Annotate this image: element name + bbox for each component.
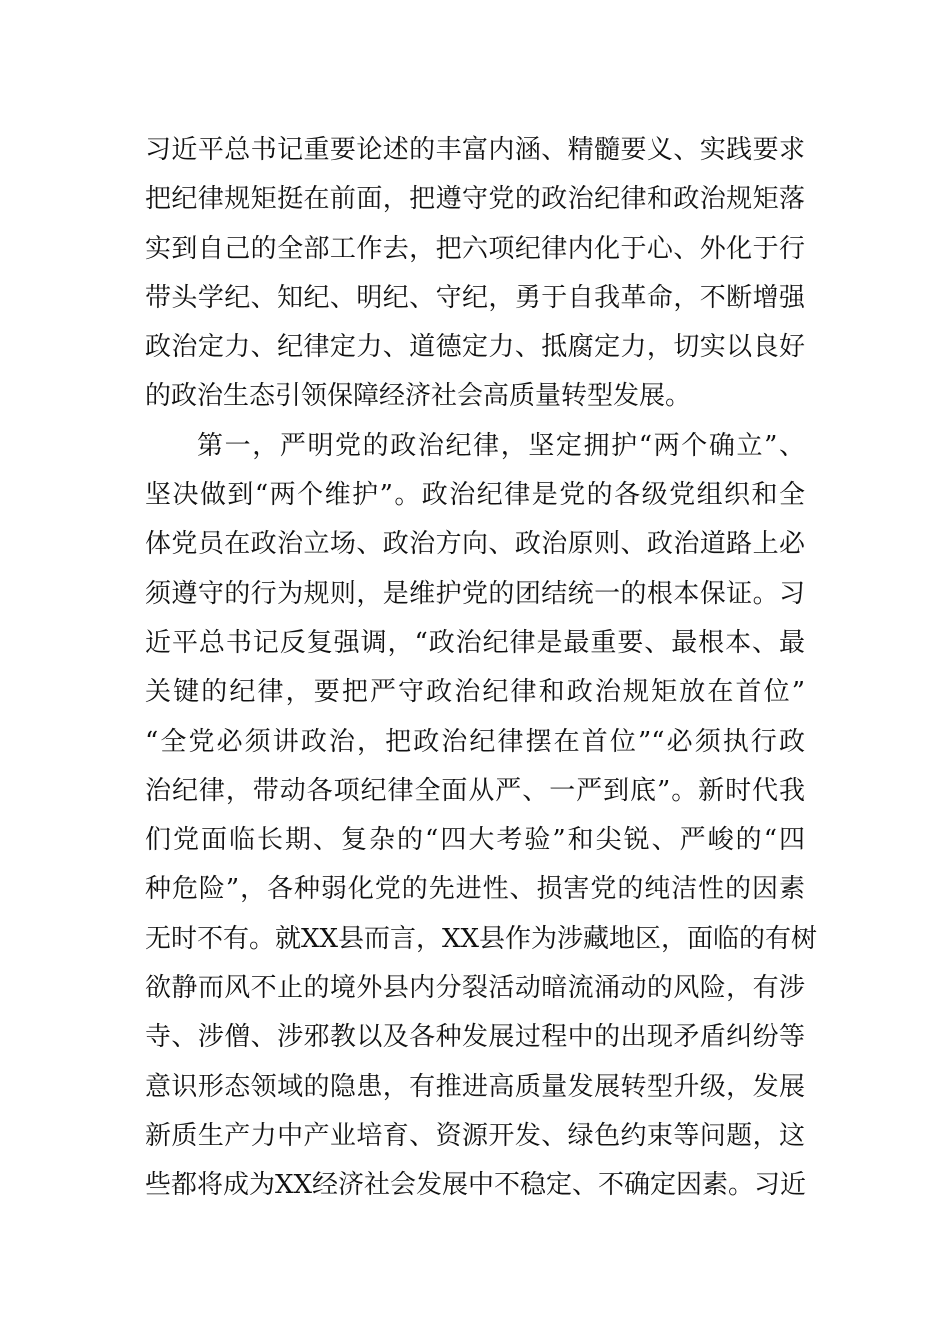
text-line: 习近平总书记重要论述的丰富内涵、精髓要义、实践要求	[145, 135, 805, 165]
text-line: 实到自己的全部工作去，把六项纪律内化于心、外化于行	[145, 233, 805, 264]
text-line: 近平总书记反复强调，“政治纪律是最重要、最根本、最	[145, 627, 805, 658]
text-line: 带头学纪、知纪、明纪、守纪，勇于自我革命，不断增强	[145, 282, 805, 313]
text-line: 无时不有。就XX县而言，XX县作为涉藏地区，面临的有树	[145, 923, 818, 954]
text-line: 坚决做到“两个维护”。政治纪律是党的各级党组织和全	[145, 480, 805, 511]
text-line-paragraph-start: 第一，严明党的政治纪律，坚定拥护“两个确立”、	[197, 430, 805, 461]
text-line: 意识形态领域的隐患，有推进高质量发展转型升级，发展	[145, 1071, 805, 1102]
text-line: 体党员在政治立场、政治方向、政治原则、政治道路上必	[145, 529, 805, 560]
text-line: 种危险”，各种弱化党的先进性、损害党的纯洁性的因素	[145, 874, 805, 905]
text-line: 关键的纪律，要把严守政治纪律和政治规矩放在首位”	[145, 677, 805, 708]
text-line-paragraph-end: 的政治生态引领保障经济社会高质量转型发展。	[145, 381, 692, 412]
text-line: 治纪律，带动各项纪律全面从严、一严到底”。新时代我	[145, 775, 805, 806]
text-line: 些都将成为XX经济社会发展中不稳定、不确定因素。习近	[145, 1170, 807, 1201]
text-line: 欲静而风不止的境外县内分裂活动暗流涌动的风险，有涉	[145, 973, 805, 1004]
text-line: 政治定力、纪律定力、道德定力、抵腐定力，切实以良好	[145, 332, 805, 363]
body-text	[145, 126, 818, 1211]
text-line: 须遵守的行为规则，是维护党的团结统一的根本保证。习	[145, 578, 805, 609]
text-line: “全党必须讲政治，把政治纪律摆在首位”“必须执行政	[145, 726, 805, 757]
text-line: 把纪律规矩挺在前面，把遵守党的政治纪律和政治规矩落	[145, 184, 805, 215]
text-line: 寺、涉僧、涉邪教以及各种发展过程中的出现矛盾纠纷等	[145, 1022, 805, 1053]
text-line: 新质生产力中产业培育、资源开发、绿色约束等问题，这	[145, 1120, 805, 1151]
text-line: 们党面临长期、复杂的“四大考验”和尖锐、严峻的“四	[145, 825, 805, 856]
